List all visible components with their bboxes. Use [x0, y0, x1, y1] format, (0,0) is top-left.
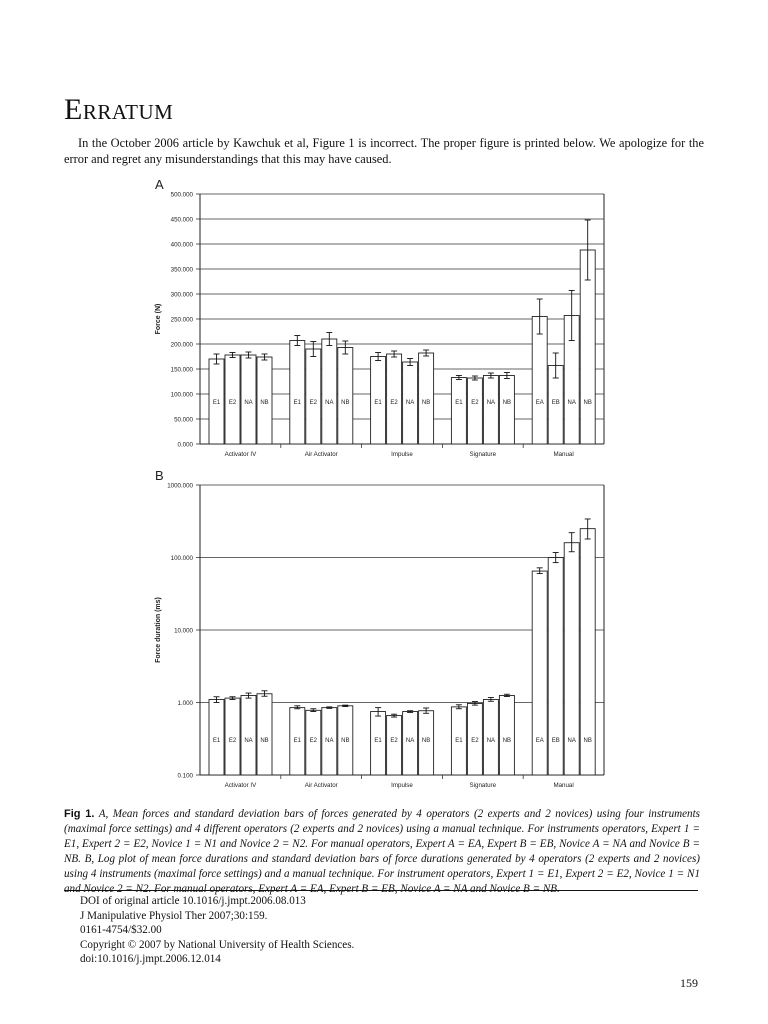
panel-a-tick-label: 100.000: [170, 391, 193, 399]
panel-b-bar-label: EA: [535, 738, 544, 744]
caption-label: Fig 1.: [64, 808, 95, 820]
panel-a-tick-label: 400.000: [170, 241, 193, 249]
panel-a-category-label: Air Activator: [304, 451, 338, 458]
caption-text: A, Mean forces and standard deviation bars of forces generated by 4 operators (2 experts and 2 novices) using four instruments (maximal force settings) and 4 different operators (2 experts and 2 novices) using a manual technique. For instruments operators, Expert 1 = E1, Expert 2 = E2, Novice 1 = N1 and Novice 2 = N2. For manual operators, Expert A = EA, Expert B = EB, Novice A = NA and Novice B = NB. B, Log plot of mean force durations and standard deviation bars of force durations generated by 4 operators (2 experts and 2 novices) using 4 instruments (maximal force settings) and a manual technique. For instrument operators, Expert 1 = E1, Expert 2 = E2, Novice 1 = N1 and Novice 2 = N2. For manual operators, Expert A = EA, Expert B = EB, Novice A = NA and Novice B = NB.: [64, 808, 701, 895]
panel-a-y-axis-label: Force (N): [155, 303, 162, 335]
panel-a-bar-label: NB: [421, 400, 431, 406]
panel-a-bar-label: E2: [228, 400, 237, 406]
panel-a-tick-label: 300.000: [170, 291, 193, 299]
panel-a-bar-label: NB: [341, 400, 350, 406]
panel-a-bar-label: NA: [325, 400, 334, 406]
panel-b-bar-label: E2: [228, 738, 237, 744]
panel-a-bar: [483, 376, 498, 445]
panel-b-category-label: Signature: [469, 782, 497, 789]
panel-a-bar: [419, 353, 434, 444]
panel-b-tick-label: 10.000: [174, 627, 193, 635]
panel-a-bar: [387, 354, 402, 444]
panel-b-bar: [241, 695, 256, 775]
panel-a-bar-label: E2: [471, 400, 479, 406]
panel-a-bar-label: E1: [455, 400, 463, 406]
panel-a-bar-label: E1: [293, 400, 301, 406]
intro-paragraph: In the October 2006 article by Kawchuk et al, Figure 1 is incorrect. The proper figure is printed below. We apologize for the error and regret any misunderstandings that this may have caused.: [64, 136, 704, 166]
panel-a-bar: [467, 378, 482, 444]
footnote-line: 0161-4754/$32.00: [80, 924, 162, 937]
panel-b-bar-label: E1: [212, 738, 221, 744]
panel-b-category-label: Impulse: [391, 782, 413, 789]
panel-a-bar: [338, 348, 353, 445]
panel-b-bar-label: E1: [374, 738, 382, 744]
footnote-line: DOI of original article 10.1016/j.jmpt.2006.08.013: [80, 895, 306, 907]
panel-b-letter: B: [155, 468, 164, 483]
panel-b-bar: [532, 571, 547, 775]
footnote-line: Copyright © 2007 by National University of Health Sciences.: [80, 938, 355, 951]
panel-a-bar-label: NA: [567, 400, 576, 406]
panel-a-letter: A: [155, 177, 164, 192]
panel-b-bar-label: E1: [293, 738, 301, 744]
panel-a-bar-label: EB: [551, 400, 560, 406]
panel-a-bar-label: NB: [583, 400, 592, 406]
panel-a-bar: [306, 349, 321, 444]
panel-a-bar-label: E2: [390, 400, 398, 406]
panel-a-bar: [451, 378, 466, 445]
panel-b-bar-label: NB: [341, 738, 350, 744]
panel-a-bar-label: E1: [374, 400, 382, 406]
panel-b-bar-label: EB: [551, 738, 560, 744]
panel-b-y-axis-label: Force duration (ms): [155, 597, 162, 663]
panel-a-tick-label: 200.000: [170, 341, 193, 349]
panel-b-tick-label: 1000.000: [167, 482, 193, 490]
panel-b-bar-label: NA: [325, 738, 334, 744]
panel-a-tick-label: 500.000: [170, 191, 193, 199]
panel-b-bar-label: E2: [471, 738, 479, 744]
panel-a-bar-label: E2: [309, 400, 317, 406]
panel-a-tick-label: 350.000: [170, 266, 193, 274]
panel-b-bar-label: NB: [421, 738, 431, 744]
panel-a-bar: [322, 339, 337, 444]
figure-caption: [64, 807, 700, 897]
panel-a-bar-label: E1: [212, 400, 221, 406]
page-number: 159: [680, 976, 698, 990]
panel-b-bar: [387, 716, 402, 775]
panel-b-category-label: Activator IV: [224, 782, 257, 789]
panel-a-bar: [532, 317, 547, 445]
panel-a-category-label: Activator IV: [224, 451, 257, 458]
panel-a-category-label: Signature: [469, 451, 497, 458]
panel-b-bar-label: NA: [405, 738, 415, 744]
panel-b-bar-label: E1: [455, 738, 463, 744]
panel-b-tick-label: 1.000: [177, 700, 193, 707]
panel-b-bar-label: NA: [567, 738, 576, 744]
footnote-line: J Manipulative Physiol Ther 2007;30:159.: [80, 909, 268, 922]
panel-b-tick-label: 0.100: [177, 772, 193, 780]
panel-a-category-label: Manual: [553, 451, 574, 458]
panel-b-bar-label: NB: [502, 738, 512, 744]
panel-b-bar-label: NA: [486, 738, 496, 744]
panel-a-tick-label: 150.000: [170, 366, 193, 374]
panel-a-bar-label: NA: [405, 400, 415, 406]
panel-a-bar: [499, 376, 514, 445]
panel-a-tick-label: 250.000: [170, 316, 193, 324]
page-title: Erratum: [64, 93, 174, 126]
footnote-divider: [64, 890, 698, 891]
panel-a-bar-label: NA: [244, 400, 253, 406]
panel-b-bar-label: NB: [260, 738, 269, 744]
panel-b-bar: [257, 694, 272, 775]
panel-a-bar: [290, 341, 305, 445]
panel-a-tick-label: 50.000: [174, 416, 193, 424]
panel-b-category-label: Manual: [553, 782, 574, 789]
panel-a-bar-label: NB: [260, 400, 269, 406]
panel-b-bar: [499, 695, 514, 775]
panel-b-bar-label: E2: [309, 738, 317, 744]
panel-a-tick-label: 450.000: [170, 216, 193, 224]
panel-a-bar-label: NA: [486, 400, 496, 406]
panel-b-bar-label: NA: [244, 738, 253, 744]
footnotes: [80, 894, 354, 967]
panel-a-bar-label: EA: [535, 400, 544, 406]
panel-b-tick-label: 100.000: [170, 555, 193, 562]
panel-b-bar-label: NB: [583, 738, 592, 744]
panel-a-category-label: Impulse: [391, 451, 413, 458]
panel-a-bar-label: NB: [502, 400, 512, 406]
panel-b-bar-label: E2: [390, 738, 398, 744]
footnote-line: doi:10.1016/j.jmpt.2006.12.014: [80, 953, 221, 966]
panel-b-category-label: Air Activator: [304, 782, 338, 789]
panel-a-tick-label: 0.000: [177, 441, 193, 449]
panel-b-bar: [225, 698, 240, 775]
